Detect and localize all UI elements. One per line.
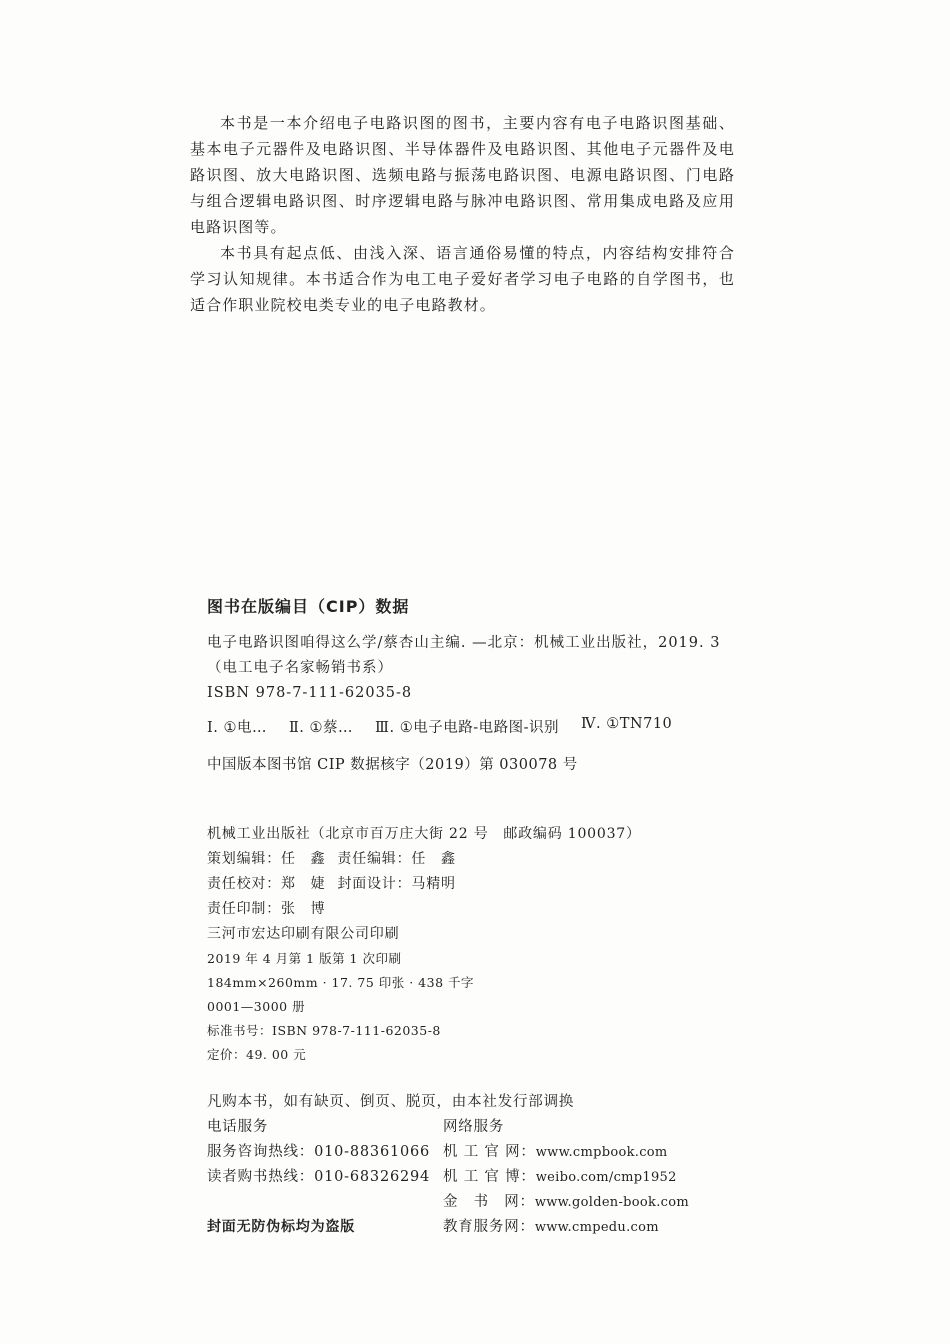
cip-number: 中国版本图书馆 CIP 数据核字（2019）第 030078 号 (207, 757, 578, 773)
book-format: 184mm×260mm · 17. 75 印张 · 438 千字 (207, 975, 475, 990)
planning-editor: 策划编辑：任 鑫 (207, 851, 326, 867)
book-abstract (190, 110, 735, 318)
cip-classification (207, 716, 737, 737)
cip-series: （电工电子名家畅销书系） (207, 660, 393, 676)
proofreader: 责任校对：郑 婕 (207, 876, 326, 892)
classification-item: Ⅰ. ①电… (207, 720, 267, 736)
proof-row (207, 872, 747, 897)
website-label: 机 工 官 网： (443, 1144, 536, 1160)
weibo-label: 机 工 官 博： (443, 1169, 536, 1185)
education-row (443, 1215, 743, 1240)
anti-counterfeit-notice: 封面无防伪标均为盗版 (207, 1219, 355, 1235)
web-service-header: 网络服务 (443, 1119, 505, 1135)
publisher-block (207, 822, 747, 1067)
cip-block (207, 594, 737, 774)
print-copies: 0001—3000 册 (207, 999, 306, 1014)
cip-title: 图书在版编目（CIP）数据 (207, 597, 410, 616)
phone-service-header: 电话服务 (207, 1119, 269, 1135)
printing-manager: 责任印制：张 博 (207, 901, 326, 917)
hotline-consult: 服务咨询热线：010-88361066 (207, 1144, 431, 1160)
website-row (443, 1140, 743, 1165)
responsible-editor: 责任编辑：任 鑫 (337, 851, 456, 867)
education-link[interactable]: www.cmpedu.com (534, 1220, 659, 1235)
service-block (207, 1090, 747, 1240)
printer: 三河市宏达印刷有限公司印刷 (207, 926, 400, 942)
cip-isbn: ISBN 978-7-111-62035-8 (207, 685, 413, 701)
website-link[interactable]: www.cmpbook.com (535, 1145, 668, 1160)
replacement-notice: 凡购本书，如有缺页、倒页、脱页，由本社发行部调换 (207, 1094, 575, 1110)
golden-book-link[interactable]: www.golden-book.com (534, 1195, 689, 1210)
weibo-link[interactable]: weibo.com/cmp1952 (535, 1170, 677, 1185)
price: 定价：49. 00 元 (207, 1047, 307, 1062)
classification-item: Ⅲ. ①电子电路-电路图-识别 (375, 720, 560, 736)
classification-item: Ⅱ. ①蔡… (288, 720, 354, 736)
cip-bibliographic-entry: 电子电路识图咱得这么学/蔡杏山主编. —北京：机械工业出版社，2019. 3 (207, 635, 721, 651)
service-grid (207, 1115, 747, 1240)
cip-entry (207, 631, 737, 706)
abstract-paragraph-1: 本书是一本介绍电子电路识图的图书，主要内容有电子电路识图基础、基本电子元器件及电路识图、半导体器件及电路识图、其他电子元器件及电路识图、放大电路识图、选频电路与振荡电路识图、电源电路识图、门电路与组合逻辑电路识图、时序逻辑电路与脉冲电路识图、常用集成电路及应用电路识图等。 (190, 114, 735, 236)
golden-book-row (443, 1190, 743, 1215)
phone-service-column (207, 1115, 443, 1240)
weibo-row (443, 1165, 743, 1190)
editor-row (207, 847, 747, 872)
abstract-paragraph-2: 本书具有起点低、由浅入深、语言通俗易懂的特点，内容结构安排符合学习认知规律。本书适合作为电工电子爱好者学习电子电路的自学图书，也适合作职业院校电类专业的电子电路教材。 (190, 244, 735, 314)
golden-book-label: 金 书 网： (443, 1194, 535, 1210)
publisher-line: 机械工业出版社（北京市百万庄大街 22 号 邮政编码 100037） (207, 826, 641, 842)
standard-book-number: 标准书号：ISBN 978-7-111-62035-8 (207, 1023, 441, 1038)
classification-item: Ⅳ. ①TN710 (581, 716, 673, 732)
hotline-purchase: 读者购书热线：010-68326294 (207, 1169, 431, 1185)
cover-designer: 封面设计：马精明 (337, 876, 456, 892)
education-label: 教育服务网： (443, 1219, 535, 1235)
edition: 2019 年 4 月第 1 版第 1 次印刷 (207, 951, 402, 966)
web-service-column (443, 1115, 743, 1240)
